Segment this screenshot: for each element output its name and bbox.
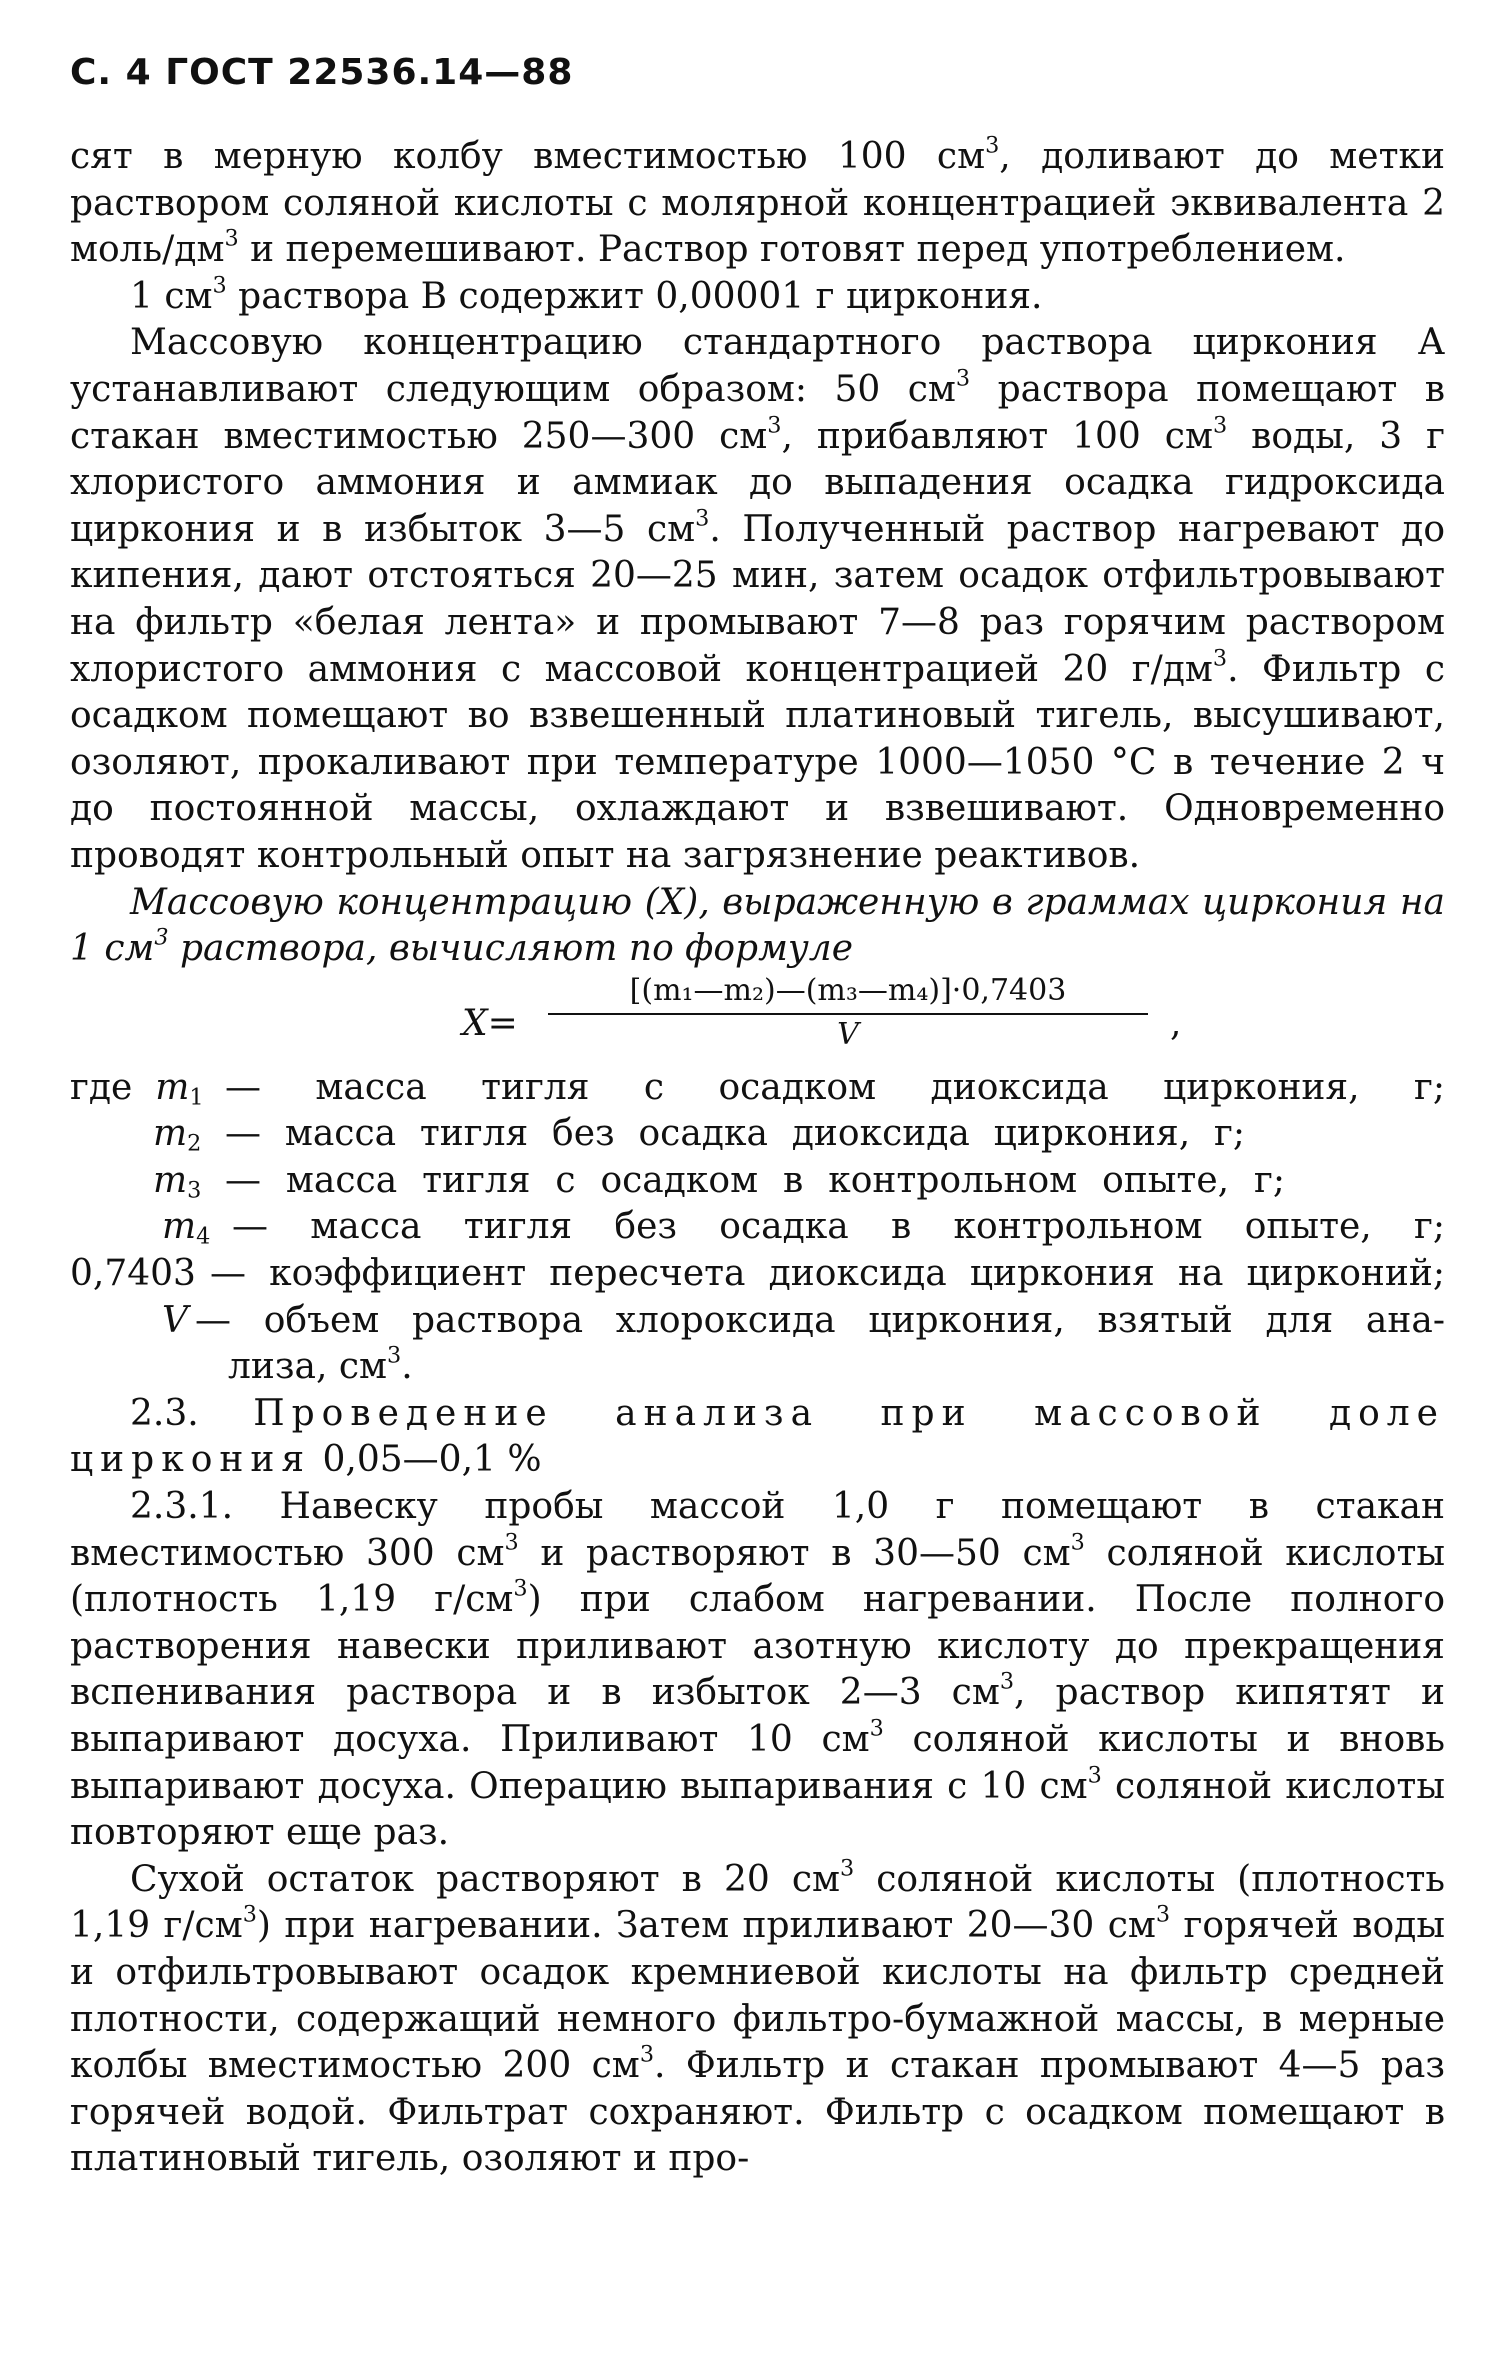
variable-definitions: [70, 1065, 1445, 1391]
paragraph-formula-intro: Массовую концентрацию (X), выраженную в граммах циркония на 1 $см^3$ раствора, вычисляют по формуле: [70, 881, 1446, 970]
formula-numerator: [(m₁—m₂)—(m₃—m₄)]·0,7403: [629, 972, 1067, 1008]
formula-fraction: [548, 973, 1148, 1053]
formula: [70, 973, 1445, 1065]
definition-m3: $m_3$ — масса тигля с осадком в контрольном опыте, г;: [153, 1159, 1285, 1204]
formula-comma: ,: [1170, 1002, 1182, 1044]
paragraph-solution-b-content: 1 $см^3$ раствора В содержит 0,00001 г циркония.: [130, 272, 1043, 317]
definition-m4: $m_4$ — масса тигля без осадка в контрольном опыте, г;: [162, 1206, 1445, 1251]
paragraph-2-3-1: 2.3.1. Навеску пробы массой 1,0 г помещают в стакан вместимостью 300 $см^3$ и растворяют в 30—50 $см^3$ соляной кислоты (плотность 1,19 $г/см^3$) при слабом нагревании. После полного растворения навески приливают азотную кислоту до прекращения вспенивания раствора и в избыток 2—3 $см^3$, раствор кипятят и выпаривают досуха. Приливают 10 $см^3$ соляной кислоты и вновь выпаривают досуха. Операцию выпаривания с 10 $см^3$ соляной кислоты повторяют еще раз.: [70, 1486, 1446, 1854]
paragraph-mass-concentration-method: Массовую концентрацию стандартного раствора циркония А устанавливают следующим образом: 50 $см^3$ раствора помещают в стакан вместимостью 250—300 $см^3$, прибавляют 100 $см^3$ воды, 3 г хлористого аммония и аммиак до выпадения осадка гидроксида циркония и в избыток 3—5 $см^3$. Полученный раствор нагревают до кипения, дают отстояться 20—25 мин, затем осадок отфильтровывают на фильтр «белая лента» и промывают 7—8 раз горячим раствором хлористого аммония с массовой концентрацией 20 $г/дм^3$. Фильтр с осадком помещают во взвешенный платиновый тигель, высушивают, озоляют, прокаливают при температуре 1000—1050 °С в течение 2 ч до постоянной массы, охлаждают и взвешивают. Одновременно проводят контрольный опыт на загрязнение реактивов.: [70, 322, 1445, 876]
definition-m2: $m_2$ — масса тигля без осадка диоксида циркония, г;: [153, 1113, 1245, 1157]
paragraph-solution-b-prep: сят в мерную колбу вместимостью 100 $см^3$, доливают до метки раствором соляной кислоты с молярной концентрацией эквивалента 2 моль/$дм^3$ и перемешивают. Раствор готовят перед употреблением.: [70, 132, 1445, 271]
formula-lhs: X=: [462, 1002, 518, 1044]
document-page: [70, 50, 1445, 2183]
definition-m1: где $m_1$ — масса тигля с осадком диоксида циркония, г;: [70, 1066, 1445, 1111]
definition-coefficient: 0,7403 — коэффициент пересчета диоксида циркония на цирконий;: [70, 1253, 1445, 1295]
formula-denominator: V: [837, 1016, 859, 1052]
definition-volume: V — объем раствора хлороксида циркония, взятый для ана-: [162, 1299, 1445, 1341]
fraction-bar: [548, 1013, 1148, 1015]
section-2-3-title: 2.3. Проведение анализа при массовой доле циркония 0,05—0,1 %: [70, 1392, 1445, 1481]
page-header: С. 4 ГОСТ 22536.14—88: [70, 52, 574, 93]
definition-volume-cont: лиза, $см^3$.: [228, 1342, 413, 1388]
paragraph-dry-residue: Сухой остаток растворяют в 20 $см^3$ соляной кислоты (плотность 1,19 $г/см^3$) при нагревании. Затем приливают 20—30 $см^3$ горячей воды и отфильтровывают осадок кремниевой кислоты на фильтр средней плотности, содержащий немного фильтро-бумажной массы, в мерные колбы вместимостью 200 $см^3$. Фильтр и стакан промывают 4—5 раз горячей водой. Фильтрат сохраняют. Фильтр с осадком помещают в платиновый тигель, озоляют и про-: [70, 1855, 1445, 2180]
